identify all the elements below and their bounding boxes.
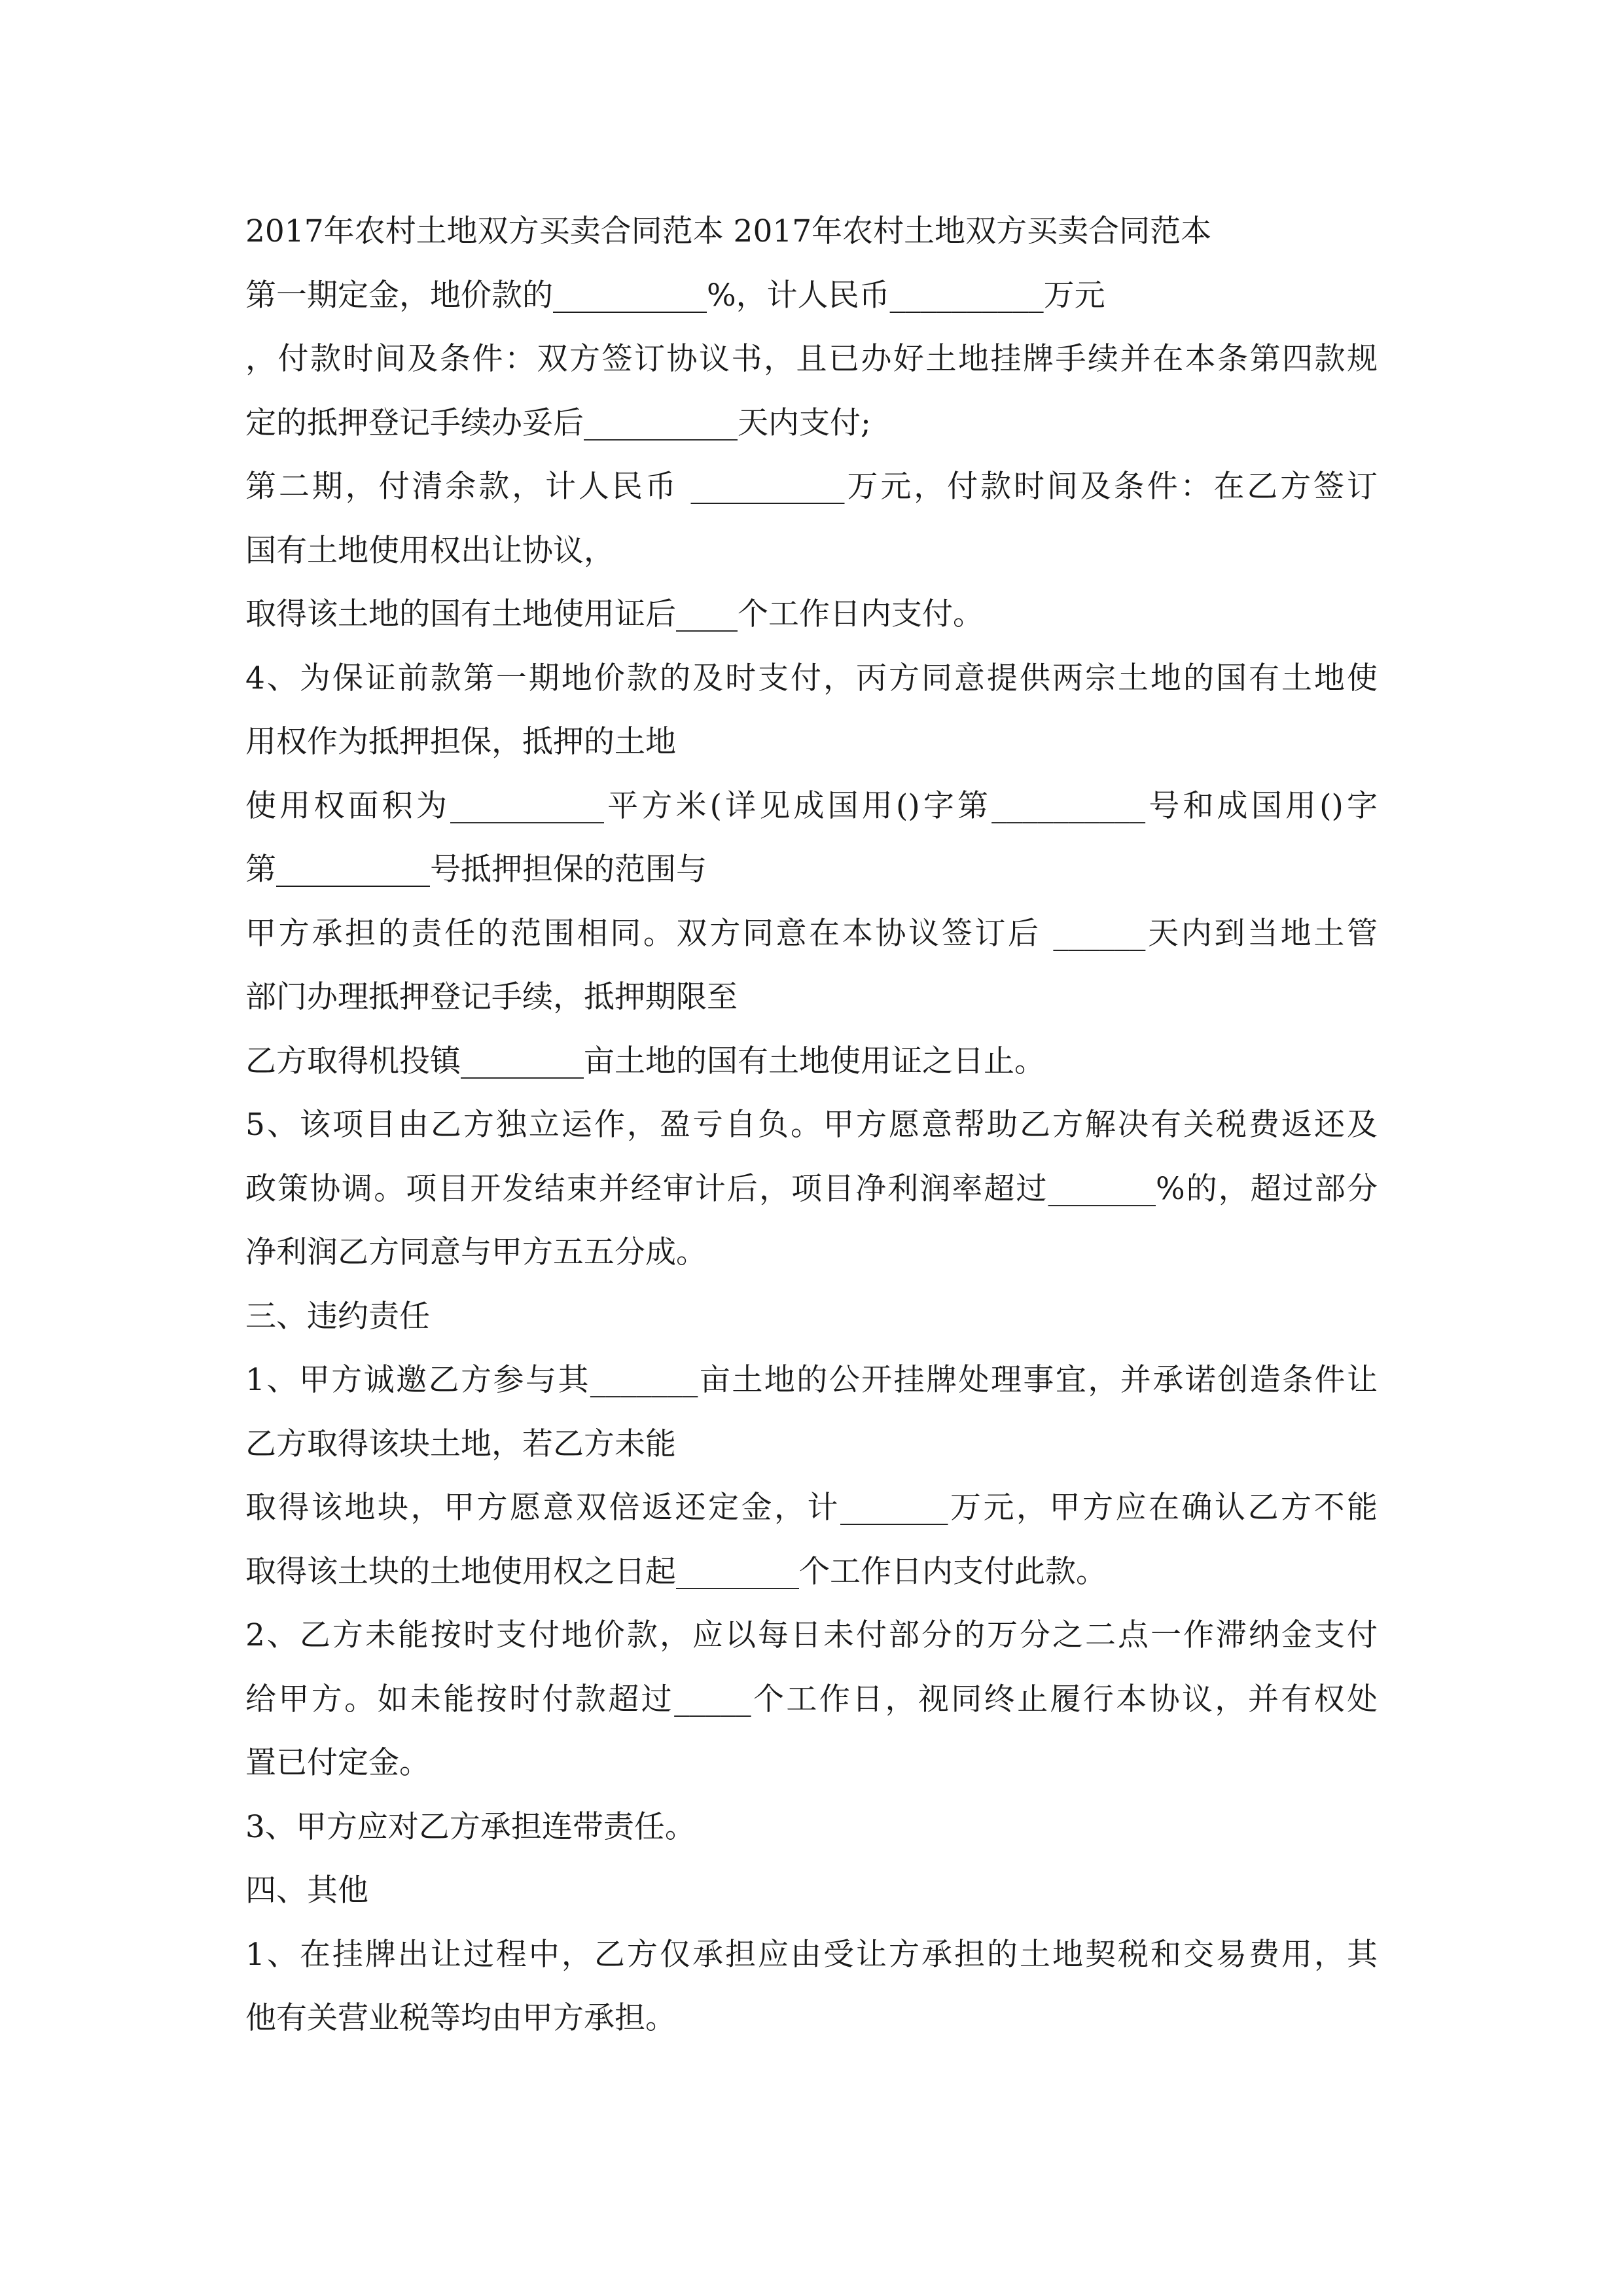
text-line: 2、乙方未能按时支付地价款，应以每日未付部分的万分之二点一作滞纳金支付 <box>245 1617 1378 1653</box>
text-line: 3、甲方应对乙方承担连带责任。 <box>245 1808 696 1845</box>
contract-body <box>245 200 1378 2051</box>
text-line: 给甲方。如未能按时付款超过_____个工作日，视同终止履行本协议，并有权处 <box>245 1681 1378 1717</box>
text-line: 取得该土块的土地使用权之日起________个工作日内支付此款。 <box>245 1553 1107 1590</box>
text-line: 用权作为抵押担保，抵押的土地 <box>245 724 676 760</box>
text-line: 甲方承担的责任的范围相同。双方同意在本协议签订后 ______天内到当地土管 <box>245 915 1378 952</box>
text-line: 定的抵押登记手续办妥后__________天内支付; <box>245 404 871 441</box>
text-line: 2017年农村土地双方买卖合同范本 2017年农村土地双方买卖合同范本 <box>245 213 1212 249</box>
text-line: 乙方取得该块土地，若乙方未能 <box>245 1426 676 1462</box>
text-line: 5、该项目由乙方独立运作，盈亏自负。甲方愿意帮助乙方解决有关税费返还及 <box>245 1107 1378 1143</box>
text-line: 第__________号抵押担保的范围与 <box>245 852 707 888</box>
text-line: 1、甲方诚邀乙方参与其_______亩土地的公开挂牌处理事宜，并承诺创造条件让 <box>245 1362 1378 1398</box>
text-line: ，付款时间及条件：双方签订协议书，且已办好土地挂牌手续并在本条第四款规 <box>245 341 1378 377</box>
text-line: 使用权面积为__________平方米(详见成国用()字第__________号和成国用()字 <box>245 787 1378 824</box>
text-line: 他有关营业税等均由甲方承担。 <box>245 2000 676 2036</box>
text-line: 1、在挂牌出让过程中，乙方仅承担应由受让方承担的土地契税和交易费用，其 <box>245 1936 1378 1973</box>
text-line: 国有土地使用权出让协议， <box>245 532 615 569</box>
text-line: 第二期，付清余款，计人民币 __________万元，付款时间及条件：在乙方签订 <box>245 469 1378 505</box>
text-line: 取得该地块，甲方愿意双倍返还定金，计_______万元，甲方应在确认乙方不能 <box>245 1490 1378 1526</box>
text-line: 置已付定金。 <box>245 1745 430 1781</box>
text-line: 取得该土地的国有土地使用证后____个工作日内支付。 <box>245 596 984 632</box>
text-line: 第一期定金，地价款的__________%，计人民币__________万元 <box>245 277 1105 314</box>
text-line: 乙方取得机投镇________亩土地的国有土地使用证之日止。 <box>245 1043 1045 1079</box>
text-line: 政策协调。项目开发结束并经审计后，项目净利润率超过_______%的，超过部分 <box>245 1170 1378 1207</box>
text-line: 净利润乙方同意与甲方五五分成。 <box>245 1234 707 1270</box>
text-line: 4、为保证前款第一期地价款的及时支付，丙方同意提供两宗土地的国有土地使 <box>245 660 1378 696</box>
text-line: 部门办理抵押登记手续，抵押期限至 <box>245 979 738 1015</box>
text-line: 三、违约责任 <box>245 1298 430 1335</box>
text-line: 四、其他 <box>245 1873 368 1909</box>
